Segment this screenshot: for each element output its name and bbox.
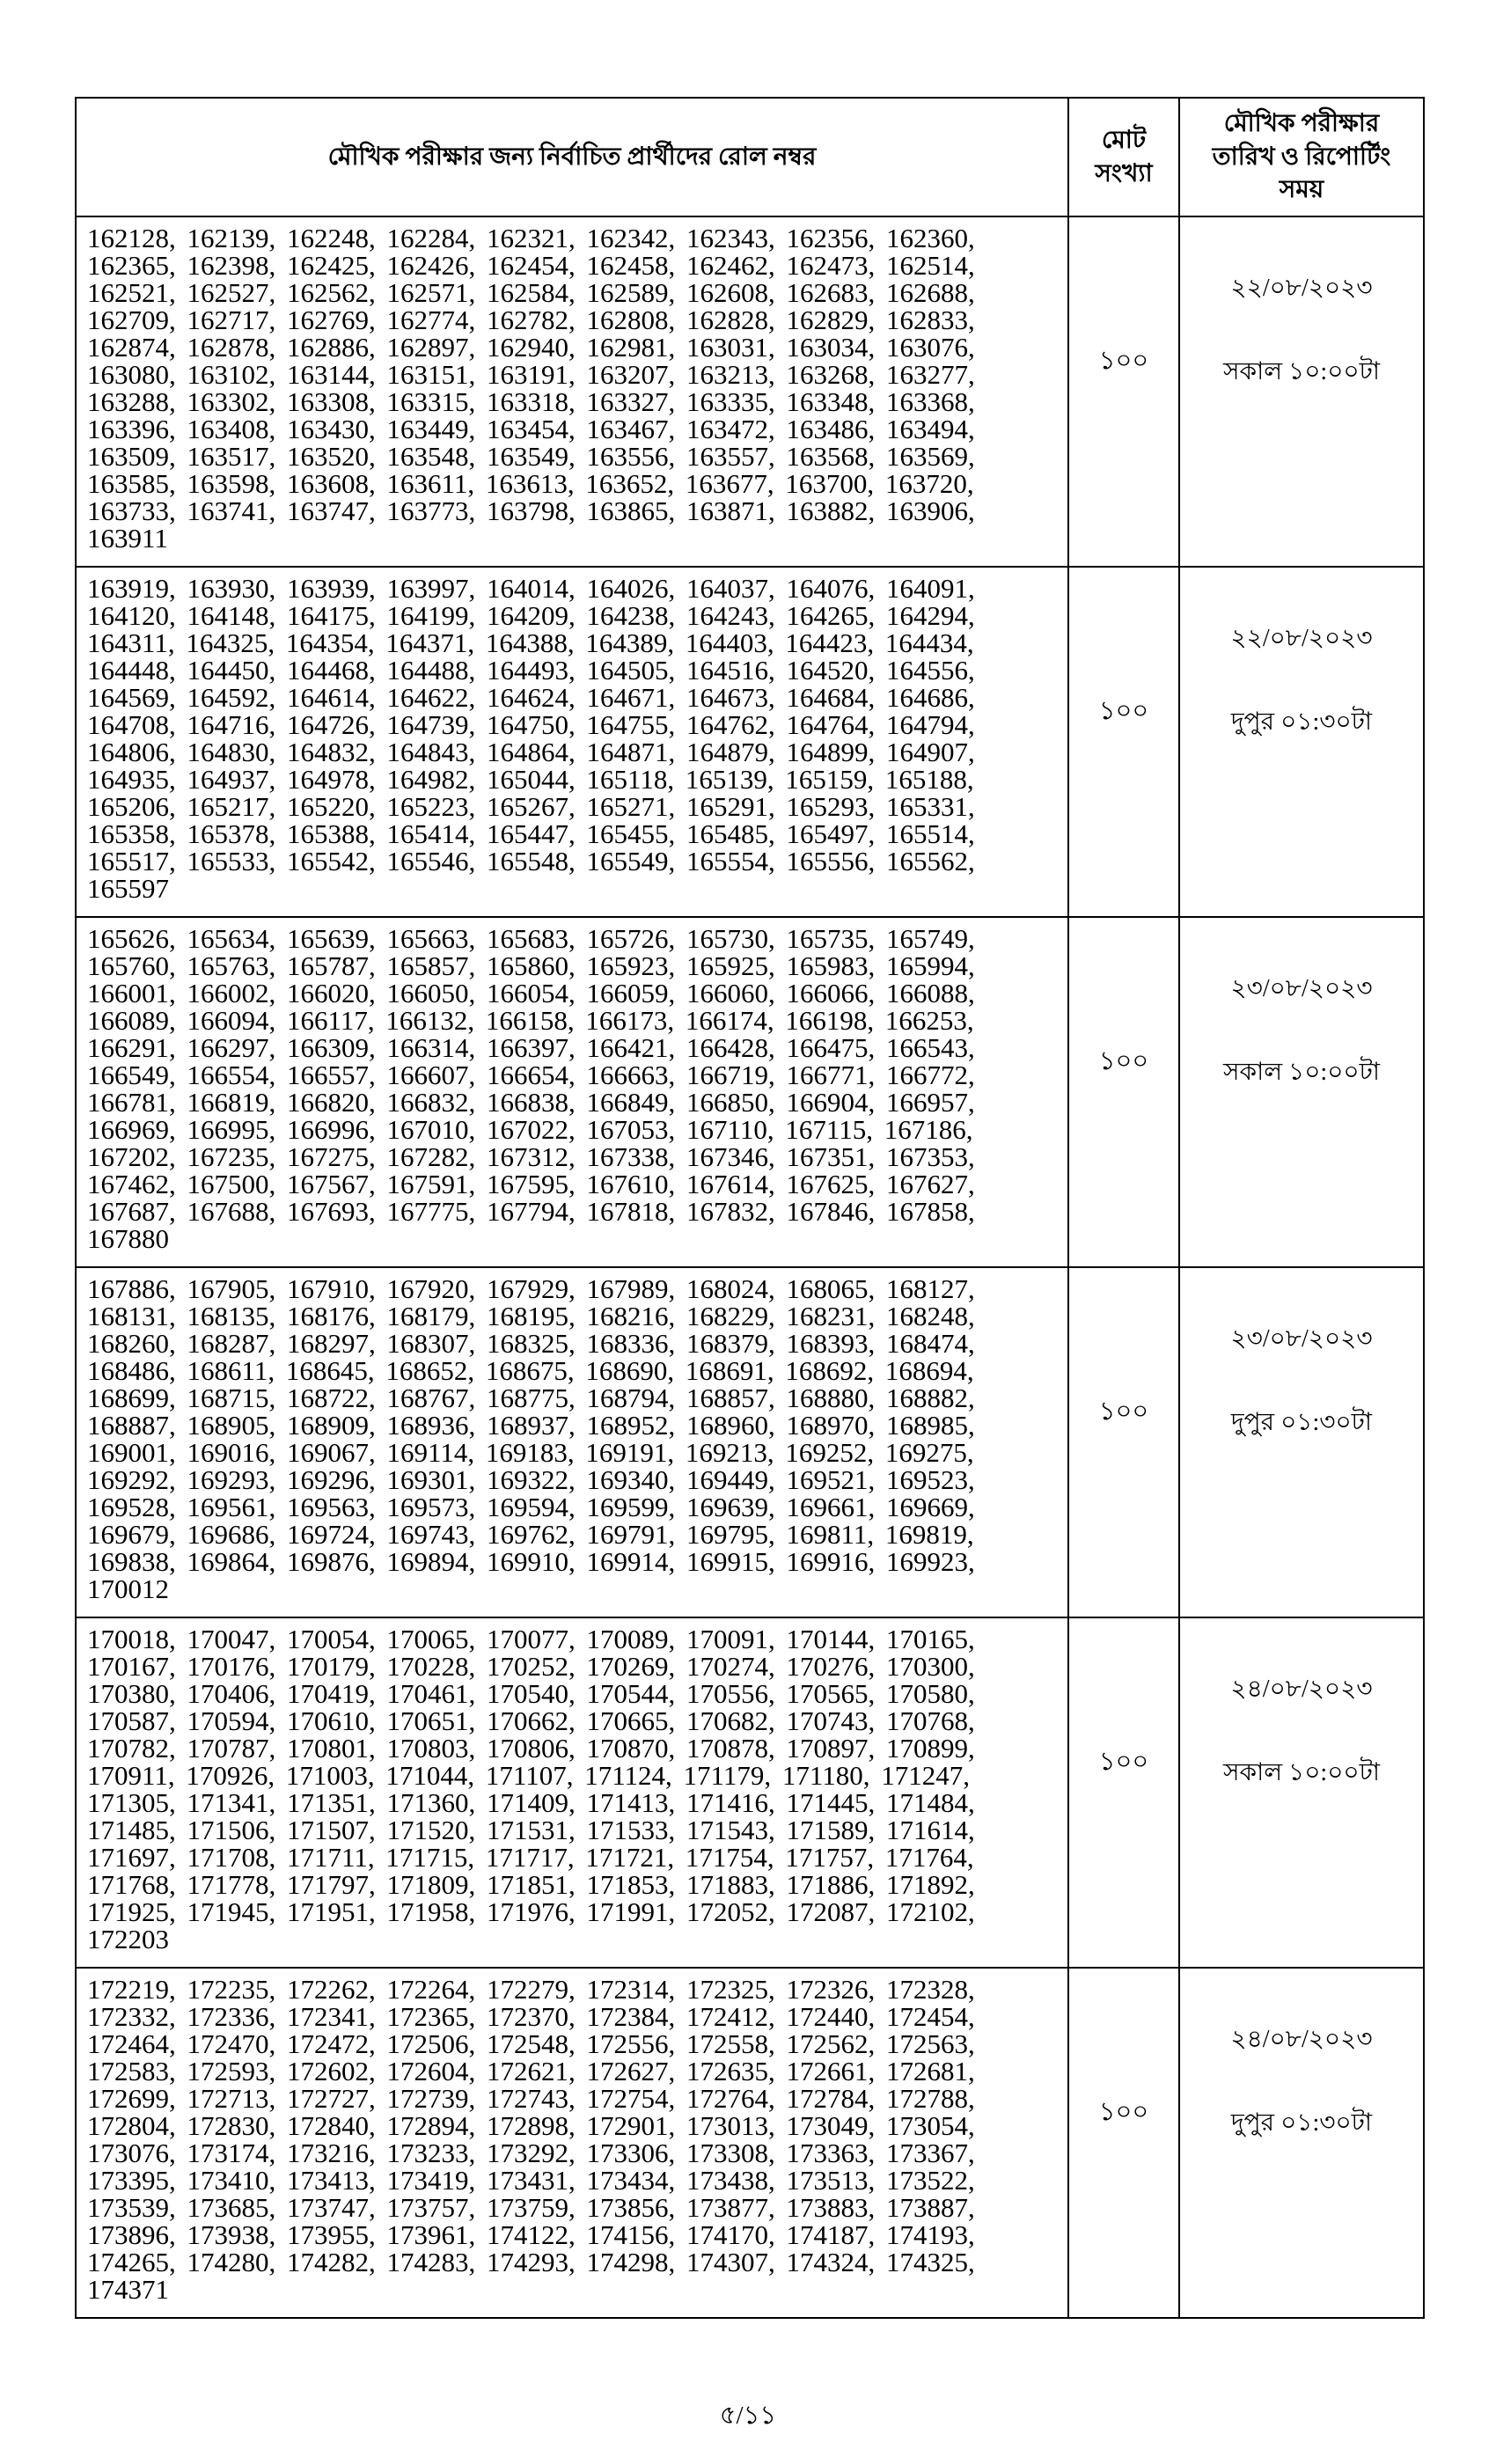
roll-numbers-cell: 163919, 163930, 163939, 163997, 164014, 164026, 164037, 164076, 164091, 164120, 164148, 164175, 164199, 164209, 164238, 164243, 164265, 164294, 164311, 164325, 164354, 164371, 164388, 164389, 164403, 164423, 164434, 164448, 164450, 164468, 164488, 164493, 164505, 164516, 164520, 164556, 164569, 164592, 164614, 164622, 164624, 164671, 164673, 164684, 164686, 164708, 164716, 164726, 164739, 164750, 164755, 164762, 164764, 164794, 164806, 164830, 164832, 164843, 164864, 164871, 164879, 164899, 164907, 164935, 164937, 164978, 164982, 165044, 165118, 165139, 165159, 165188, 165206, 165217, 165220, 165223, 165267, 165271, 165291, 165293, 165331, 165358, 165378, 165388, 165414, 165447, 165455, 165485, 165497, 165514, 165517, 165533, 165542, 165546, 165548, 165549, 165554, 165556, 165562, 165597 <box>76 567 1068 917</box>
schedule-cell <box>1179 216 1424 567</box>
table-row <box>76 1267 1424 1617</box>
roll-numbers-cell: 162128, 162139, 162248, 162284, 162321, 162342, 162343, 162356, 162360, 162365, 162398, 162425, 162426, 162454, 162458, 162462, 162473, 162514, 162521, 162527, 162562, 162571, 162584, 162589, 162608, 162683, 162688, 162709, 162717, 162769, 162774, 162782, 162808, 162828, 162829, 162833, 162874, 162878, 162886, 162897, 162940, 162981, 163031, 163034, 163076, 163080, 163102, 163144, 163151, 163191, 163207, 163213, 163268, 163277, 163288, 163302, 163308, 163315, 163318, 163327, 163335, 163348, 163368, 163396, 163408, 163430, 163449, 163454, 163467, 163472, 163486, 163494, 163509, 163517, 163520, 163548, 163549, 163556, 163557, 163568, 163569, 163585, 163598, 163608, 163611, 163613, 163652, 163677, 163700, 163720, 163733, 163741, 163747, 163773, 163798, 163865, 163871, 163882, 163906, 163911 <box>76 216 1068 567</box>
table-row <box>76 1968 1424 2318</box>
schedule-cell <box>1179 1617 1424 1968</box>
reporting-time: সকাল ১০:০০টা <box>1222 1759 1380 1786</box>
total-count-cell: ১০০ <box>1068 567 1179 917</box>
exam-date: ২২/০৮/২০২৩ <box>1230 275 1373 302</box>
reporting-time: দুপুর ০১:৩০টা <box>1230 708 1373 736</box>
table-row <box>76 216 1424 567</box>
header-exam-schedule: মৌখিক পরীক্ষার তারিখ ও রিপোর্টিং সময় <box>1179 98 1424 216</box>
schedule-cell <box>1179 1267 1424 1617</box>
header-row <box>76 98 1424 216</box>
total-count-cell: ১০০ <box>1068 216 1179 567</box>
schedule-cell <box>1179 917 1424 1267</box>
header-total-count: মোট সংখ্যা <box>1068 98 1179 216</box>
total-count-cell: ১০০ <box>1068 1617 1179 1968</box>
page-number: ৫/১১ <box>719 2402 777 2430</box>
table-row <box>76 917 1424 1267</box>
exam-date: ২৪/০৮/২০২৩ <box>1230 1676 1373 1703</box>
total-count-cell: ১০০ <box>1068 1968 1179 2318</box>
table-row <box>76 1617 1424 1968</box>
roll-numbers-cell: 165626, 165634, 165639, 165663, 165683, 165726, 165730, 165735, 165749, 165760, 165763, 165787, 165857, 165860, 165923, 165925, 165983, 165994, 166001, 166002, 166020, 166050, 166054, 166059, 166060, 166066, 166088, 166089, 166094, 166117, 166132, 166158, 166173, 166174, 166198, 166253, 166291, 166297, 166309, 166314, 166397, 166421, 166428, 166475, 166543, 166549, 166554, 166557, 166607, 166654, 166663, 166719, 166771, 166772, 166781, 166819, 166820, 166832, 166838, 166849, 166850, 166904, 166957, 166969, 166995, 166996, 167010, 167022, 167053, 167110, 167115, 167186, 167202, 167235, 167275, 167282, 167312, 167338, 167346, 167351, 167353, 167462, 167500, 167567, 167591, 167595, 167610, 167614, 167625, 167627, 167687, 167688, 167693, 167775, 167794, 167818, 167832, 167846, 167858, 167880 <box>76 917 1068 1267</box>
reporting-time: সকাল ১০:০০টা <box>1222 1059 1380 1086</box>
reporting-time: দুপুর ০১:৩০টা <box>1230 1409 1373 1436</box>
roll-numbers-cell: 172219, 172235, 172262, 172264, 172279, 172314, 172325, 172326, 172328, 172332, 172336, 172341, 172365, 172370, 172384, 172412, 172440, 172454, 172464, 172470, 172472, 172506, 172548, 172556, 172558, 172562, 172563, 172583, 172593, 172602, 172604, 172621, 172627, 172635, 172661, 172681, 172699, 172713, 172727, 172739, 172743, 172754, 172764, 172784, 172788, 172804, 172830, 172840, 172894, 172898, 172901, 173013, 173049, 173054, 173076, 173174, 173216, 173233, 173292, 173306, 173308, 173363, 173367, 173395, 173410, 173413, 173419, 173431, 173434, 173438, 173513, 173522, 173539, 173685, 173747, 173757, 173759, 173856, 173877, 173883, 173887, 173896, 173938, 173955, 173961, 174122, 174156, 174170, 174187, 174193, 174265, 174280, 174282, 174283, 174293, 174298, 174307, 174324, 174325, 174371 <box>76 1968 1068 2318</box>
total-count-cell: ১০০ <box>1068 1267 1179 1617</box>
exam-date: ২৩/০৮/২০২৩ <box>1230 1325 1373 1353</box>
header-roll-numbers: মৌখিক পরীক্ষার জন্য নির্বাচিত প্রার্থীদের রোল নম্বর <box>76 98 1068 216</box>
schedule-cell <box>1179 567 1424 917</box>
total-count-cell: ১০০ <box>1068 917 1179 1267</box>
table-row <box>76 567 1424 917</box>
reporting-time: সকাল ১০:০০টা <box>1222 358 1380 385</box>
exam-date: ২২/০৮/২০২৩ <box>1230 625 1373 652</box>
roll-numbers-cell: 167886, 167905, 167910, 167920, 167929, 167989, 168024, 168065, 168127, 168131, 168135, 168176, 168179, 168195, 168216, 168229, 168231, 168248, 168260, 168287, 168297, 168307, 168325, 168336, 168379, 168393, 168474, 168486, 168611, 168645, 168652, 168675, 168690, 168691, 168692, 168694, 168699, 168715, 168722, 168767, 168775, 168794, 168857, 168880, 168882, 168887, 168905, 168909, 168936, 168937, 168952, 168960, 168970, 168985, 169001, 169016, 169067, 169114, 169183, 169191, 169213, 169252, 169275, 169292, 169293, 169296, 169301, 169322, 169340, 169449, 169521, 169523, 169528, 169561, 169563, 169573, 169594, 169599, 169639, 169661, 169669, 169679, 169686, 169724, 169743, 169762, 169791, 169795, 169811, 169819, 169838, 169864, 169876, 169894, 169910, 169914, 169915, 169916, 169923, 170012 <box>76 1267 1068 1617</box>
schedule-cell <box>1179 1968 1424 2318</box>
roll-numbers-cell: 170018, 170047, 170054, 170065, 170077, 170089, 170091, 170144, 170165, 170167, 170176, 170179, 170228, 170252, 170269, 170274, 170276, 170300, 170380, 170406, 170419, 170461, 170540, 170544, 170556, 170565, 170580, 170587, 170594, 170610, 170651, 170662, 170665, 170682, 170743, 170768, 170782, 170787, 170801, 170803, 170806, 170870, 170878, 170897, 170899, 170911, 170926, 171003, 171044, 171107, 171124, 171179, 171180, 171247, 171305, 171341, 171351, 171360, 171409, 171413, 171416, 171445, 171484, 171485, 171506, 171507, 171520, 171531, 171533, 171543, 171589, 171614, 171697, 171708, 171711, 171715, 171717, 171721, 171754, 171757, 171764, 171768, 171778, 171797, 171809, 171851, 171853, 171883, 171886, 171892, 171925, 171945, 171951, 171958, 171976, 171991, 172052, 172087, 172102, 172203 <box>76 1617 1068 1968</box>
exam-date: ২৪/০৮/২০২৩ <box>1230 2026 1373 2053</box>
viva-roll-table <box>75 97 1425 2319</box>
exam-date: ২৩/০৮/২০২৩ <box>1230 975 1373 1002</box>
reporting-time: দুপুর ০১:৩০টা <box>1230 2109 1373 2137</box>
